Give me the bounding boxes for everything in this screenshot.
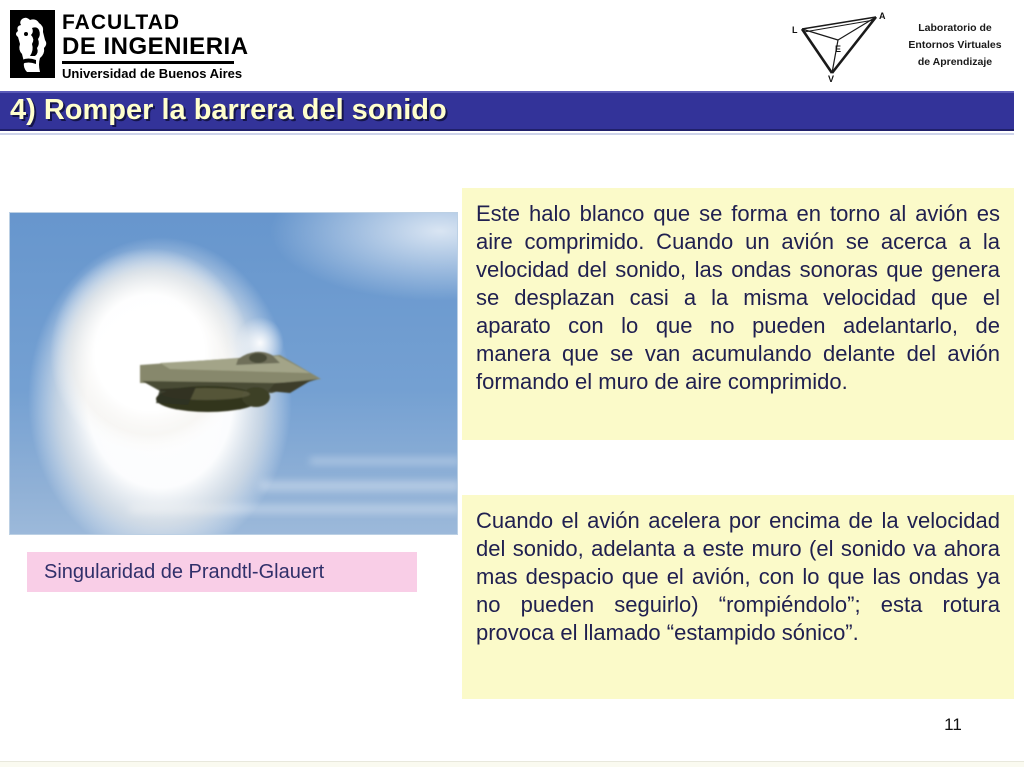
university-logo-line3: Universidad de Buenos Aires bbox=[62, 66, 243, 81]
slide-title: 4) Romper la barrera del sonido bbox=[10, 94, 447, 126]
university-logo-rule bbox=[62, 61, 234, 64]
jet-photo bbox=[9, 212, 458, 535]
tetra-vertex-v: V bbox=[828, 74, 835, 83]
lab-logo-line3: de Aprendizaje bbox=[917, 55, 993, 68]
university-logo-line1: FACULTAD bbox=[62, 11, 181, 34]
photo-caption: Singularidad de Prandtl-Glauert bbox=[27, 552, 417, 592]
lab-logo-line2: Entornos Virtuales bbox=[908, 38, 1002, 51]
lab-logo bbox=[786, 6, 1018, 84]
text-box-halo: Este halo blanco que se forma en torno al avión es aire comprimido. Cuando un avión se acerca a la velocidad del sonido, las ondas sonoras que genera se desplazan casi a la misma velocidad que el aparato con lo que no pueden adelantarlo, de manera que se van acumulando delante del avión formando el muro de aire comprimido. bbox=[462, 188, 1014, 440]
university-logo bbox=[10, 10, 249, 81]
tetra-vertex-l: L bbox=[792, 25, 798, 35]
page-number: 11 bbox=[944, 715, 962, 734]
university-crest-icon bbox=[10, 10, 55, 78]
tetra-vertex-a: A bbox=[879, 11, 886, 21]
lab-logo-text bbox=[894, 20, 1016, 71]
vapor-cone-core bbox=[50, 248, 250, 458]
university-logo-line2: DE INGENIERIA bbox=[62, 33, 249, 60]
bottom-strip bbox=[0, 761, 1024, 767]
text-box-estampido: Cuando el avión acelera por encima de la velocidad del sonido, adelanta a este muro (el sonido va ahora mas despacio que el avión, con lo que las ondas ya no pueden seguirlo) “rompiéndolo”; esta rotura provoca el llamado “estampido sónico”. bbox=[462, 495, 1014, 699]
title-underline bbox=[0, 133, 1014, 135]
title-bar bbox=[0, 91, 1014, 131]
tetrahedron-icon bbox=[786, 7, 890, 83]
university-logo-text bbox=[62, 10, 249, 81]
lab-logo-line1: Laboratorio de bbox=[918, 21, 992, 34]
tetra-vertex-e: E bbox=[835, 44, 842, 54]
